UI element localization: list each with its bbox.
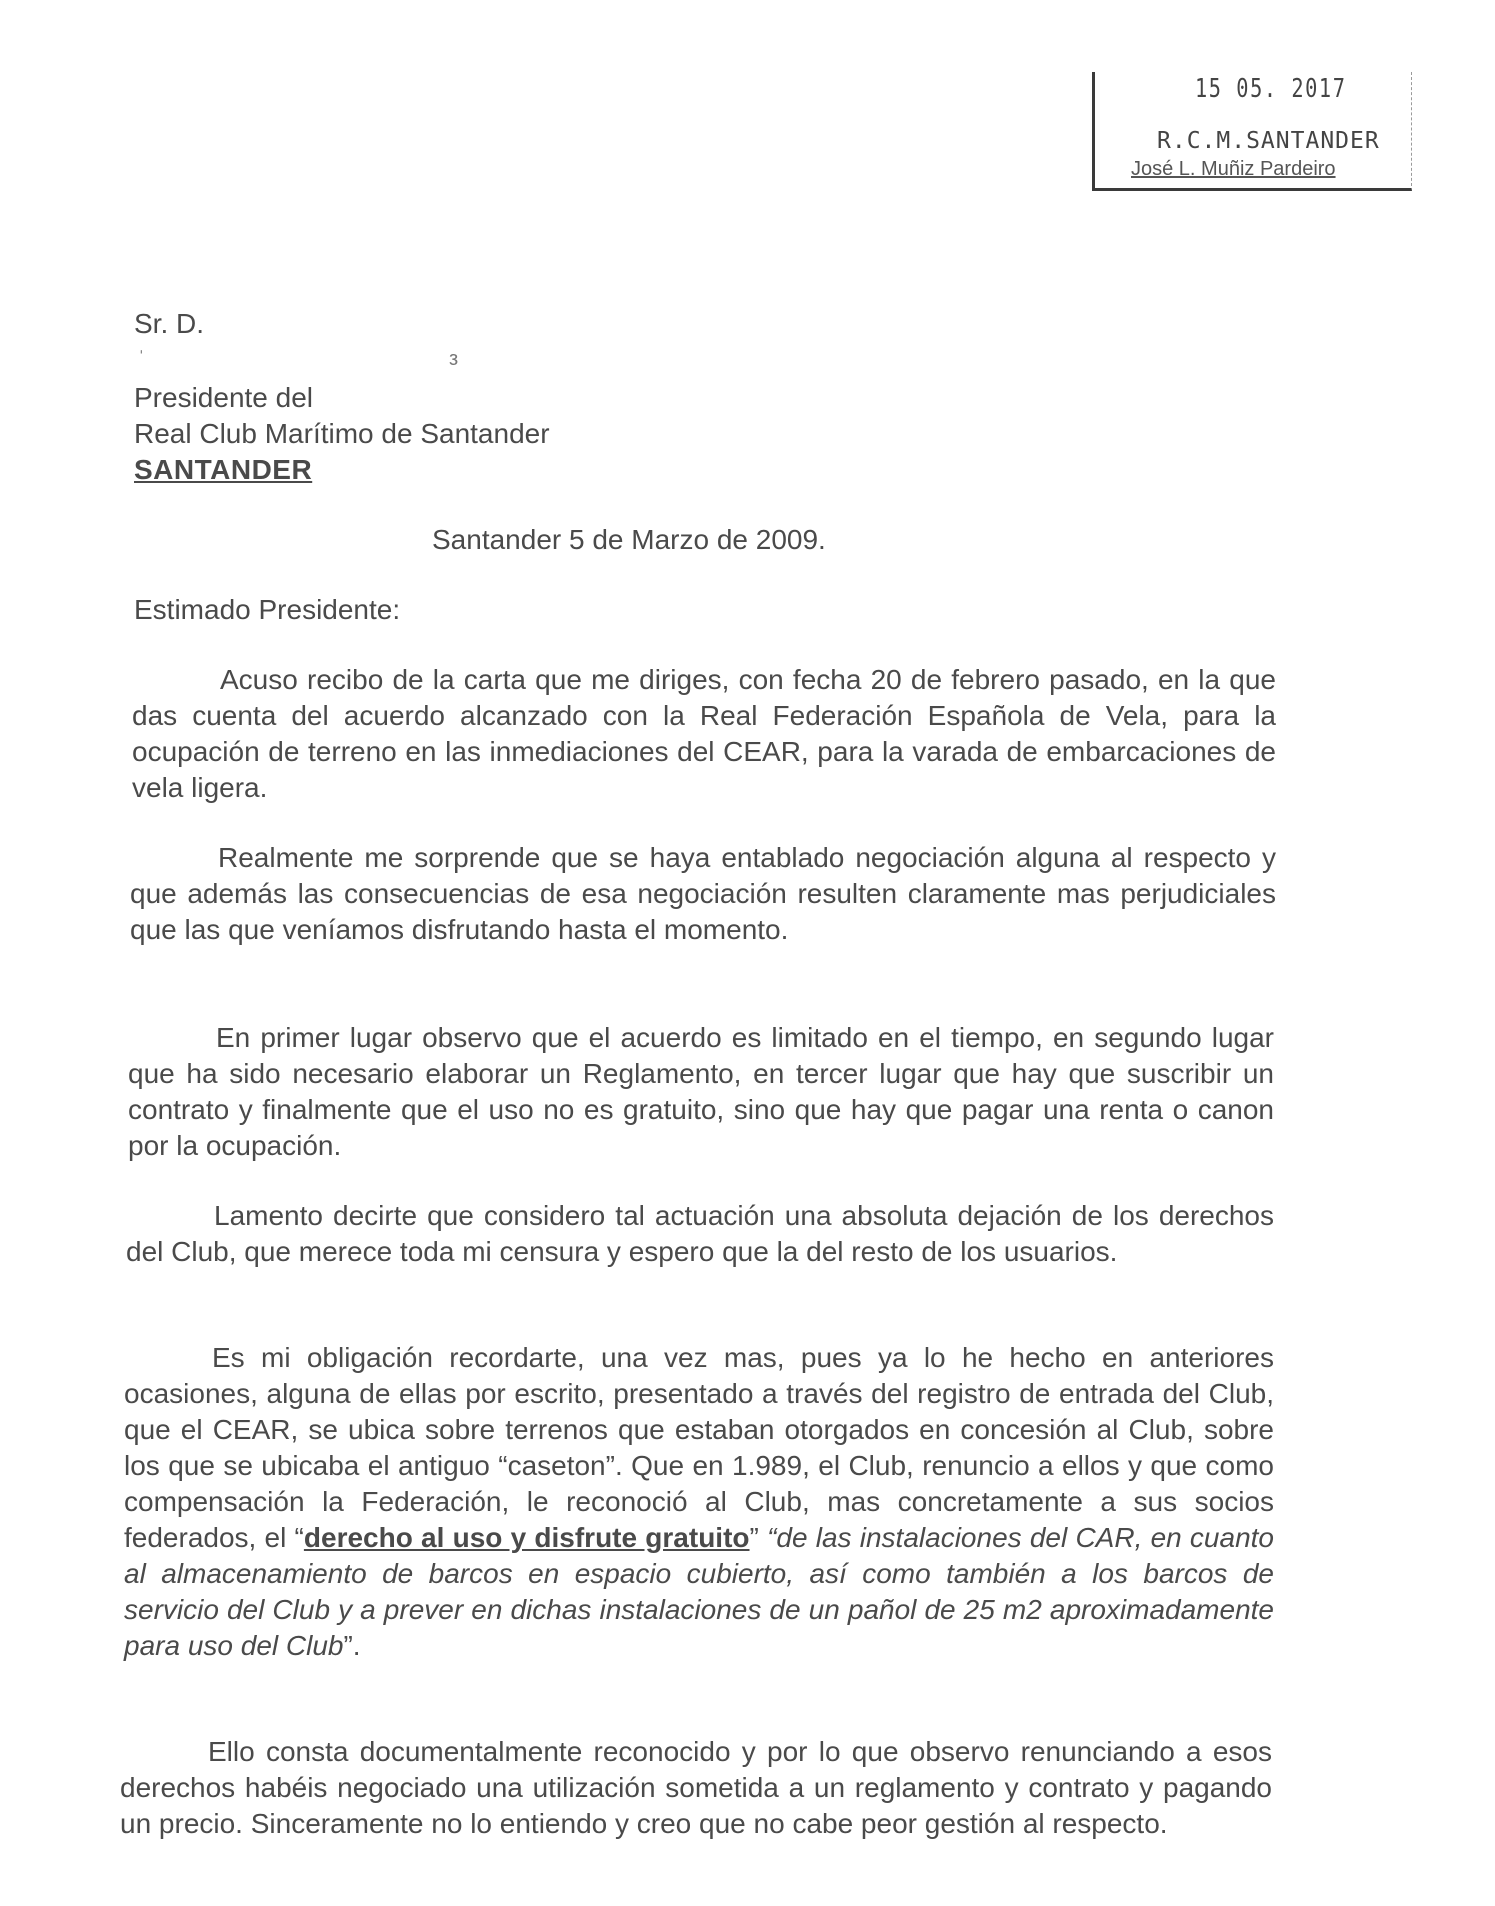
address-title: Presidente del bbox=[134, 382, 314, 413]
stamp-name: José L. Muñiz Pardeiro bbox=[1131, 158, 1336, 180]
paragraph-1: Acuso recibo de la carta que me diriges, con fecha 20 de febrero pasado, en la que das cuenta del acuerdo alcanzado con la Real Federación Española de Vela, para la ocupación de terreno en las inmediaciones del CEAR, para la varada de embarcaciones de vela ligera. bbox=[132, 664, 1276, 803]
received-stamp bbox=[1092, 72, 1412, 191]
letter-date: Santander 5 de Marzo de 2009. bbox=[432, 524, 826, 555]
stamp-date: 15 05. 2017 bbox=[1195, 74, 1347, 104]
emphasized-right: derecho al uso y disfrute gratuito bbox=[303, 1522, 750, 1553]
address-club: Real Club Marítimo de Santander bbox=[134, 418, 550, 449]
paragraph-4: Lamento decirte que considero tal actuación una absoluta dejación de los derechos del Club, que merece toda mi censura y espero que la del resto de los usuarios. bbox=[126, 1200, 1274, 1267]
quoted-clause: “de las instalaciones del CAR, en cuanto al almacenamiento de barcos en espacio cubierto, así como también a los barcos de servicio del Club y a prever en dichas instalaciones de un pañol de 25 m2 aproximadamente para uso del Club bbox=[124, 1522, 1275, 1661]
address-city: SANTANDER bbox=[134, 454, 313, 485]
salutation: Sr. D. bbox=[134, 308, 205, 339]
redacted-name-mark-left: ˈ bbox=[138, 348, 145, 370]
redacted-name-mark-right: з bbox=[449, 348, 459, 370]
paragraph-6: Ello consta documentalmente reconocido y por lo que observo renunciando a esos derechos habéis negociado una utilización sometida a un reglamento y contrato y pagando un precio. Sinceramente no lo entiendo y creo que no cabe peor gestión al respecto. bbox=[120, 1736, 1272, 1839]
paragraph-2: Realmente me sorprende que se haya entablado negociación alguna al respecto y que además las consecuencias de esa negociación resulten claramente mas perjudiciales que las que veníamos disfrutando hasta el momento. bbox=[130, 842, 1276, 945]
greeting: Estimado Presidente: bbox=[134, 594, 401, 625]
stamp-organization: R.C.M.SANTANDER bbox=[1157, 128, 1380, 154]
paragraph-3: En primer lugar observo que el acuerdo es limitado en el tiempo, en segundo lugar que ha sido necesario elaborar un Reglamento, en tercer lugar que hay que suscribir un contrato y finalmente que el uso no es gratuito, sino que hay que pagar una renta o canon por la ocupación. bbox=[128, 1022, 1274, 1161]
paragraph-5: Es mi obligación recordarte, una vez mas, pues ya lo he hecho en anteriores ocasiones, alguna de ellas por escrito, presentado a través del registro de entrada del Club, que el CEAR, se ubica sobre terrenos que estaban otorgados en concesión al Club, sobre los que se ubicaba el antiguo “caseton”. Que en 1.989, el Club, renuncio a ellos y que como compensación la Federación, le reconoció al Club, mas concretamente a sus socios federados, el “derecho al uso y disfrute gratuito” “de las instalaciones del CAR, en cuanto al almacenamiento de barcos en espacio cubierto, así como también a los barcos de servicio del Club y a prever en dichas instalaciones de un pañol de 25 m2 aproximadamente para uso del Club”. bbox=[124, 1342, 1275, 1661]
